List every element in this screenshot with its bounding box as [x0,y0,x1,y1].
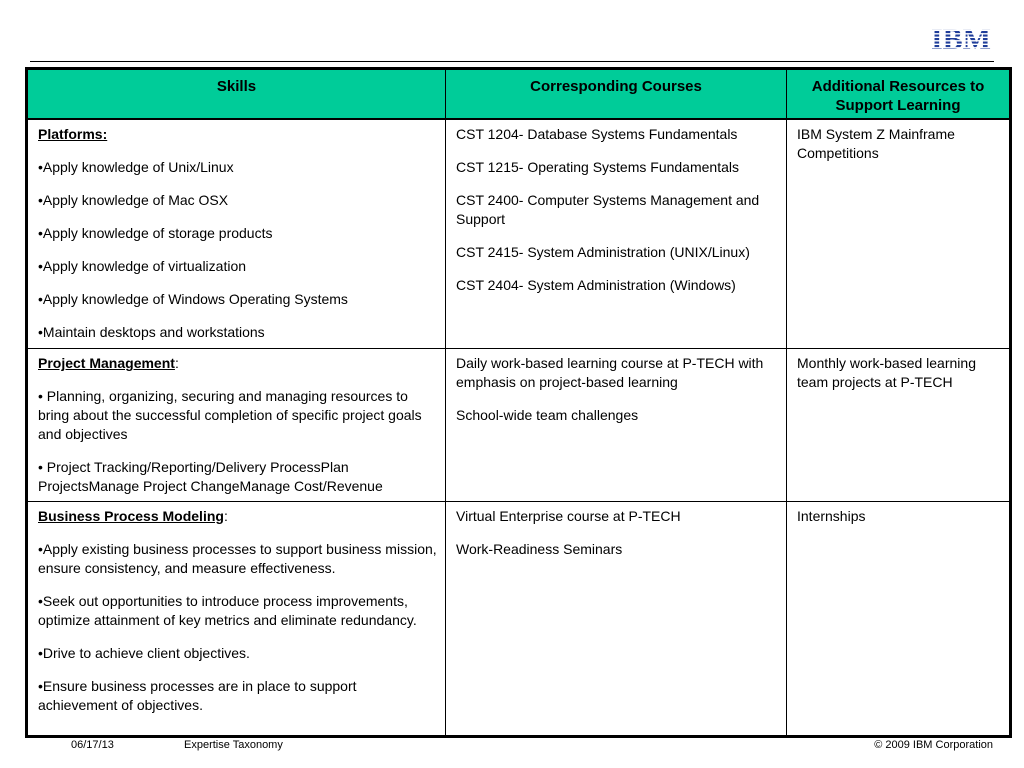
footer-copyright: © 2009 IBM Corporation [874,739,993,751]
ibm-logo-graphic [926,24,996,52]
skill-item: •Apply existing business processes to support business mission, ensure consistency, and measure effectiveness. [38,541,437,576]
table-row [27,349,1011,502]
skill-item: •Apply knowledge of Mac OSX [38,192,229,208]
skill-item: • Planning, organizing, securing and managing resources to bring about the successful completion of specific project goals and objectives [38,388,422,442]
category-heading: Project Management [38,355,175,371]
resources-cell [787,349,1011,502]
category-suffix: : [174,355,179,371]
ibm-logo [926,24,996,52]
category-heading: Business Process Modeling [38,508,224,524]
footer-title: Expertise Taxonomy [184,739,283,751]
skill-item: •Maintain desktops and workstations [38,324,265,340]
course-item: Work-Readiness Seminars [456,541,623,557]
skill-item: • Project Tracking/Reporting/Delivery ProcessPlan ProjectsManage Project ChangeManage Cost/Revenue [38,459,383,494]
resource-item: Monthly work-based learning team projects at P-TECH [797,355,976,390]
resource-item: Internships [797,508,866,524]
expertise-taxonomy-table [25,67,1012,738]
skill-item: •Apply knowledge of Unix/Linux [38,159,234,175]
resources-cell [787,119,1011,349]
skills-cell [27,119,446,349]
courses-cell [446,502,787,737]
course-item: CST 2415- System Administration (UNIX/Linux) [456,244,750,260]
course-item: CST 1215- Operating Systems Fundamentals [456,159,739,175]
skills-cell [27,502,446,737]
skill-item: •Seek out opportunities to introduce process improvements, optimize attainment of key metrics and eliminate redundancy. [38,593,417,628]
course-item: CST 1204- Database Systems Fundamentals [456,126,738,142]
svg-text:IBM: IBM [931,24,991,52]
header-rule [30,61,994,62]
header-corresponding-courses: Corresponding Courses [446,69,787,120]
resource-item: IBM System Z Mainframe Competitions [797,126,955,161]
skills-cell [27,349,446,502]
header-skills: Skills [27,69,446,120]
table-row [27,119,1011,349]
courses-cell [446,119,787,349]
category-suffix: : [223,508,228,524]
table-header-row [27,69,1011,120]
course-item: Virtual Enterprise course at P-TECH [456,508,681,524]
skill-item: •Ensure business processes are in place to support achievement of objectives. [38,678,357,713]
courses-cell [446,349,787,502]
footer-date: 06/17/13 [71,739,114,751]
skill-item: •Apply knowledge of virtualization [38,258,247,274]
table-row [27,502,1011,737]
course-item: Daily work-based learning course at P-TECH with emphasis on project-based learning [456,355,764,390]
skill-item: •Apply knowledge of storage products [38,225,273,241]
header-additional-resources: Additional Resources to Support Learning [787,69,1011,120]
skill-item: •Drive to achieve client objectives. [38,645,250,661]
course-item: CST 2400- Computer Systems Management and Support [456,192,760,227]
course-item: CST 2404- System Administration (Windows) [456,277,736,293]
course-item: School-wide team challenges [456,407,639,423]
resources-cell [787,502,1011,737]
skill-item: •Apply knowledge of Windows Operating Systems [38,291,348,307]
category-heading: Platforms: [38,126,108,142]
